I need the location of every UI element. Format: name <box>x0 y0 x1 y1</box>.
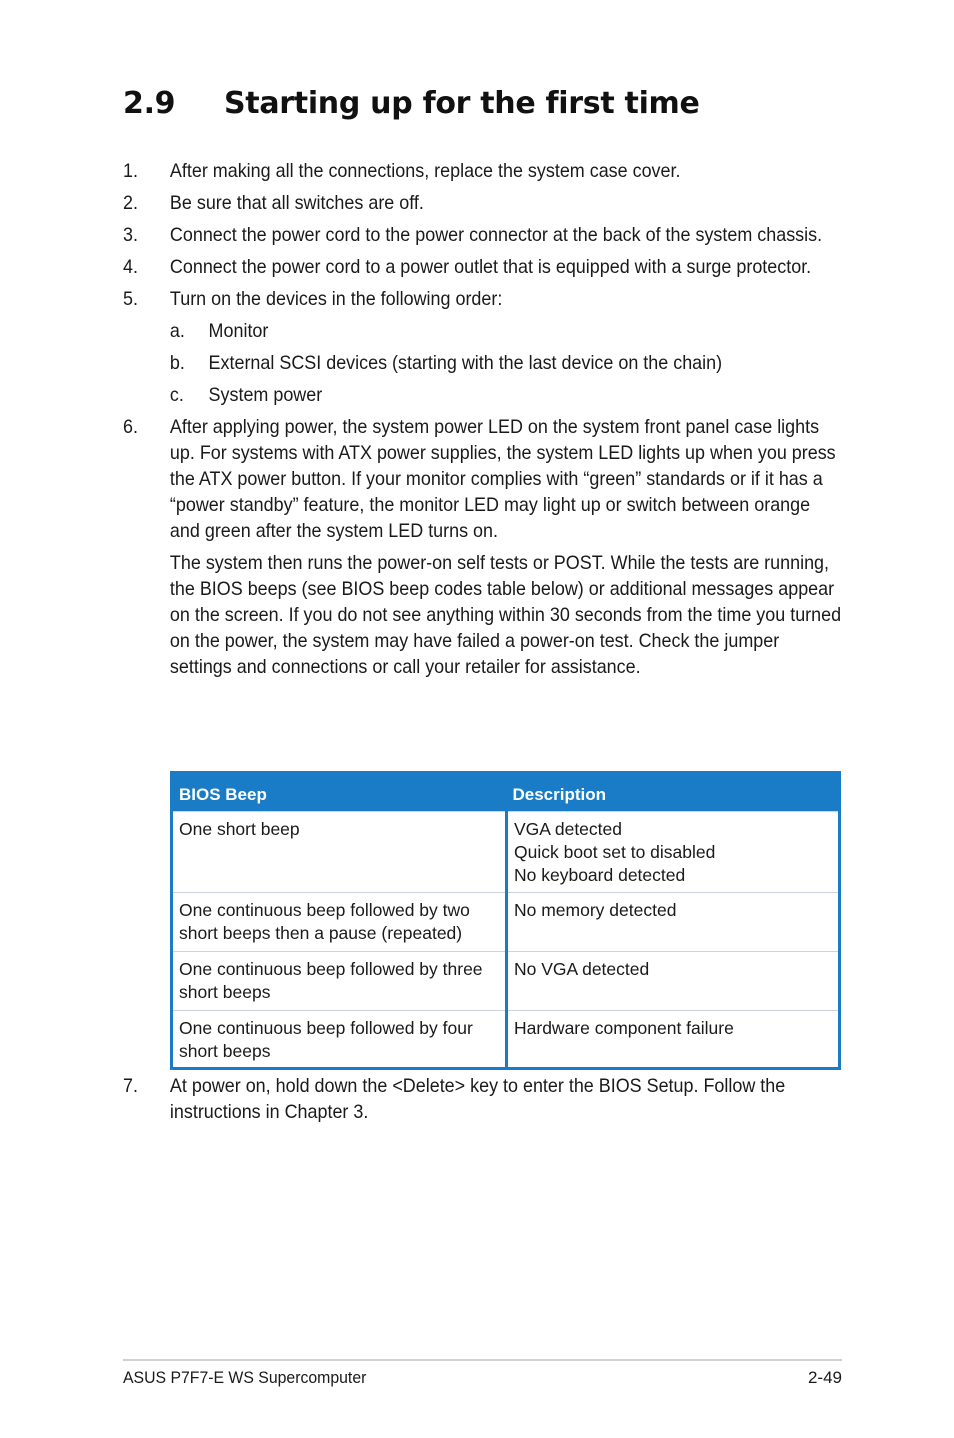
step-text: After applying power, the system power LED on the system front panel case lights up. For systems with ATX power supplies, the system LED lights up when you press the ATX power button. If your monitor complies with “green” standards or if it has a “power standby” feature, the monitor LED may light up or switch between orange and green after the system LED turns on. <box>169 416 836 542</box>
description-line: VGA detected <box>514 819 622 839</box>
description-cell <box>507 893 840 952</box>
step-number: 3. <box>123 224 138 246</box>
beep-cell: One continuous beep followed by four short beeps <box>172 1011 507 1069</box>
step-number: 5. <box>123 288 138 310</box>
section-heading <box>123 86 700 121</box>
substep-letter: b. <box>169 352 185 374</box>
step-number: 6. <box>123 416 138 438</box>
description-line: Quick boot set to disabled <box>514 842 716 862</box>
list-item <box>123 414 843 680</box>
table-row <box>172 952 840 1011</box>
step-number: 2. <box>123 192 138 214</box>
list-item <box>123 286 843 408</box>
beep-cell: One continuous beep followed by three short beeps <box>172 952 507 1011</box>
step-text: Turn on the devices in the following order: <box>169 288 503 310</box>
description-line: Hardware component failure <box>514 1018 734 1038</box>
table-row <box>172 812 840 893</box>
step-text: Be sure that all switches are off. <box>169 192 424 214</box>
list-item <box>123 158 843 184</box>
step-text: After making all the connections, replace the system case cover. <box>169 160 681 182</box>
table-row <box>172 893 840 952</box>
step-text: Connect the power cord to a power outlet that is equipped with a surge protector. <box>169 256 812 278</box>
substep-text: Monitor <box>208 320 269 342</box>
list-item-step-7 <box>123 1073 843 1125</box>
description-cell <box>507 1011 840 1069</box>
description-cell <box>507 952 840 1011</box>
description-line: No memory detected <box>514 900 677 920</box>
step-number: 1. <box>123 160 138 182</box>
step-number: 4. <box>123 256 138 278</box>
description-line: No VGA detected <box>514 959 650 979</box>
list-item <box>123 1073 843 1125</box>
section-number: 2.9 <box>123 86 176 121</box>
list-item <box>123 254 843 280</box>
substep-letter: c. <box>169 384 184 406</box>
beep-cell: One short beep <box>172 812 507 893</box>
step-number: 7. <box>123 1075 138 1097</box>
section-title: Starting up for the first time <box>224 86 700 121</box>
step-paragraph: The system then runs the power-on self tests or POST. While the tests are running, the BIOS beeps (see BIOS beep codes table below) or additional messages appear on the screen. If you do not see anything within 30 seconds from the time you turned on the power, the system may have failed a power-on test. Check the jumper settings and connections or call your retailer for assistance. <box>169 552 842 678</box>
beep-cell: One continuous beep followed by two short beeps then a pause (repeated) <box>172 893 507 952</box>
substep-text: External SCSI devices (starting with the last device on the chain) <box>208 352 723 374</box>
table-row <box>172 1011 840 1069</box>
sub-list-item <box>170 350 843 376</box>
step-text: At power on, hold down the <Delete> key to enter the BIOS Setup. Follow the instructions in Chapter 3. <box>169 1075 786 1123</box>
steps-list <box>123 158 843 686</box>
list-item <box>123 190 843 216</box>
description-line: No keyboard detected <box>514 865 686 885</box>
sub-list-item <box>170 318 843 344</box>
list-item <box>123 222 843 248</box>
footer-product-name: ASUS P7F7-E WS Supercomputer <box>123 1368 367 1387</box>
step-text: Connect the power cord to the power connector at the back of the system chassis. <box>169 224 823 246</box>
description-cell <box>507 812 840 893</box>
table-header-row <box>172 773 840 812</box>
footer-divider <box>123 1359 842 1361</box>
substep-letter: a. <box>169 320 185 342</box>
bios-beep-table <box>170 771 841 1070</box>
sub-list-item <box>170 382 843 408</box>
footer-page-number: 2-49 <box>807 1368 842 1387</box>
substep-text: System power <box>208 384 323 406</box>
column-header-bios-beep: BIOS Beep <box>172 773 507 812</box>
column-header-description: Description <box>507 773 840 812</box>
